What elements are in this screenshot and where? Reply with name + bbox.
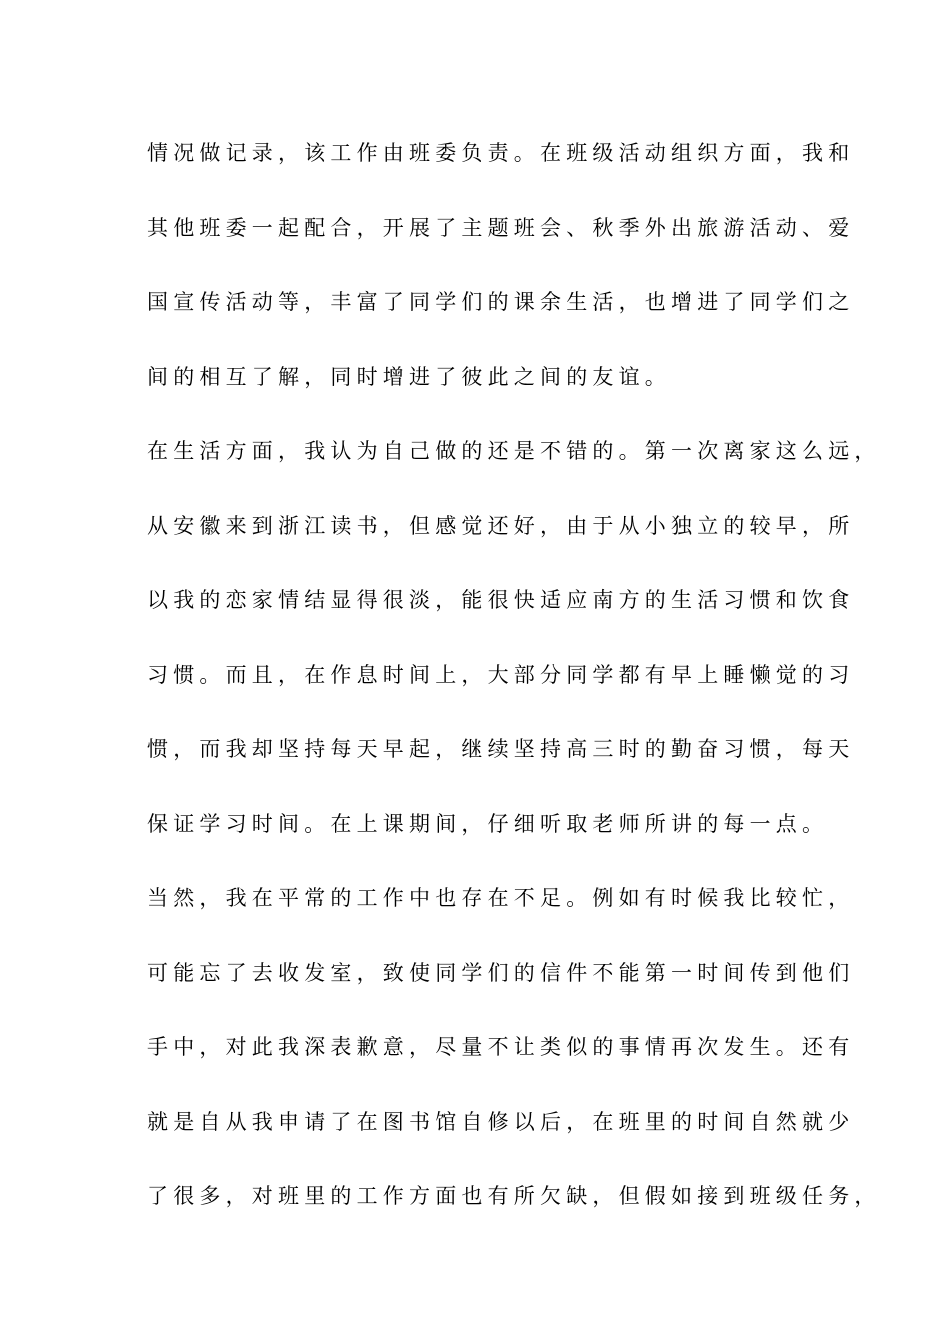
text-line: 在生活方面，我认为自己做的还是不错的。第一次离家这么远， bbox=[147, 439, 881, 463]
text-line: 国宣传活动等，丰富了同学们的课余生活，也增进了同学们之 bbox=[147, 290, 855, 314]
text-line: 保证学习时间。在上课期间，仔细听取老师所讲的每一点。 bbox=[147, 811, 829, 836]
text-line: 就是自从我申请了在图书馆自修以后，在班里的时间自然就少 bbox=[147, 1109, 855, 1134]
text-line: 情况做记录，该工作由班委负责。在班级活动组织方面，我和 bbox=[147, 141, 855, 165]
text-line: 可能忘了去收发室，致使同学们的信件不能第一时间传到他们 bbox=[147, 960, 855, 985]
text-line: 惯，而我却坚持每天早起，继续坚持高三时的勤奋习惯，每天 bbox=[147, 737, 855, 761]
body-text bbox=[147, 125, 881, 1243]
text-line: 习惯。而且，在作息时间上，大部分同学都有早上睡懒觉的习 bbox=[147, 662, 855, 687]
text-line: 其他班委一起配合，开展了主题班会、秋季外出旅游活动、爱 bbox=[147, 215, 855, 240]
text-line: 手中，对此我深表歉意，尽量不让类似的事情再次发生。还有 bbox=[147, 1035, 855, 1059]
text-line: 间的相互了解，同时增进了彼此之间的友谊。 bbox=[147, 364, 671, 389]
text-line: 了很多，对班里的工作方面也有所欠缺，但假如接到班级任务， bbox=[147, 1184, 881, 1208]
text-line: 当然，我在平常的工作中也存在不足。例如有时候我比较忙， bbox=[147, 886, 855, 910]
text-line: 以我的恋家情结显得很淡，能很快适应南方的生活习惯和饮食 bbox=[147, 588, 855, 612]
text-line: 从安徽来到浙江读书，但感觉还好，由于从小独立的较早，所 bbox=[147, 513, 855, 538]
